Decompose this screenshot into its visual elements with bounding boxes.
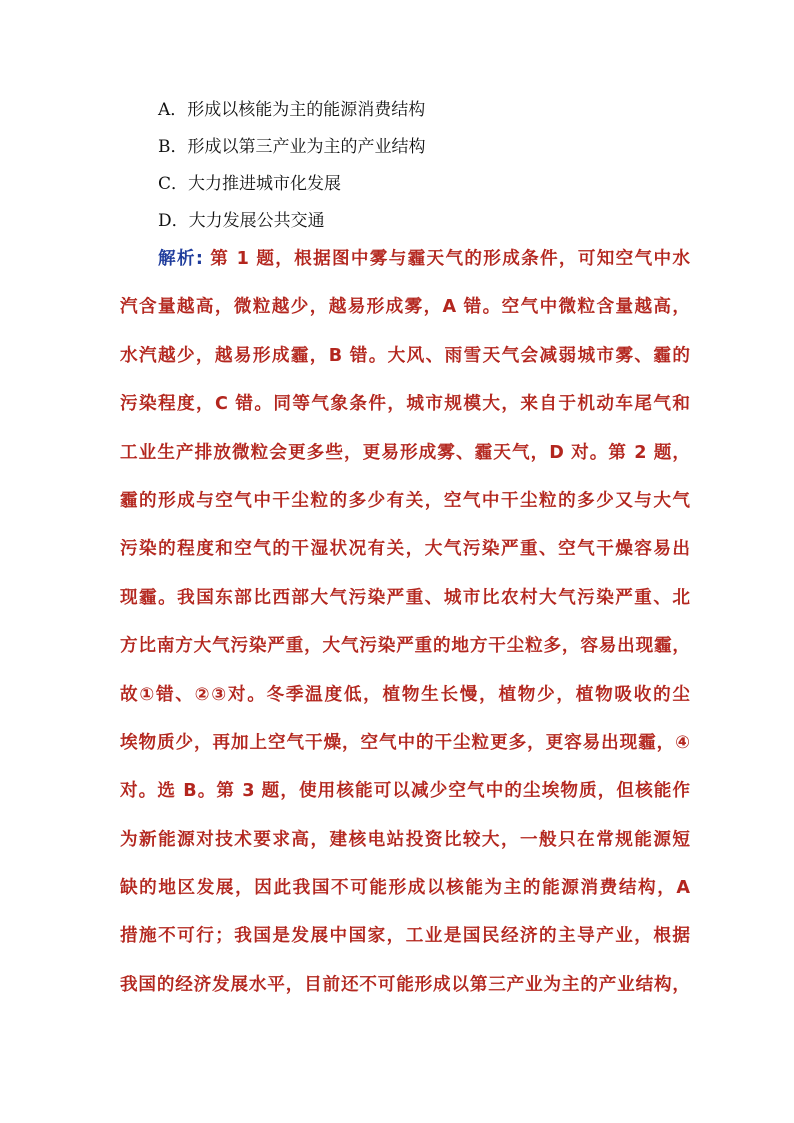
analysis-line: 我国的经济发展水平，目前还不可能形成以第三产业为主的产业结构， xyxy=(120,974,690,995)
option-b: B．形成以第三产业为主的产业结构 xyxy=(158,137,426,157)
analysis-line: 缺的地区发展，因此我国不可能形成以核能为主的能源消费结构，A xyxy=(120,878,690,899)
analysis-line: 霾的形成与空气中干尘粒的多少有关，空气中干尘粒的多少又与大气 xyxy=(120,490,690,511)
answer-options xyxy=(158,92,698,240)
option-a: A．形成以核能为主的能源消费结构 xyxy=(158,100,426,120)
analysis-line: 汽含量越高，微粒越少，越易形成雾，A 错。空气中微粒含量越高， xyxy=(120,297,690,318)
analysis-line: 现霾。我国东部比西部大气污染严重、城市比农村大气污染严重、北 xyxy=(120,587,690,608)
analysis-line: 工业生产排放微粒会更多些，更易形成雾、霾天气，D 对。第 2 题， xyxy=(120,442,690,463)
analysis-label: 解析: xyxy=(158,249,203,269)
analysis-line: 污染的程度和空气的干湿状况有关，大气污染严重、空气干燥容易出 xyxy=(120,539,690,560)
analysis-section xyxy=(120,239,690,1013)
analysis-line xyxy=(120,239,690,287)
analysis-line: 故①错、②③对。冬季温度低，植物生长慢，植物少，植物吸收的尘 xyxy=(120,684,690,705)
analysis-line: 方比南方大气污染严重，大气污染严重的地方干尘粒多，容易出现霾， xyxy=(120,636,690,657)
option-d: D．大力发展公共交通 xyxy=(158,211,325,231)
analysis-line: 水汽越少，越易形成霾，B 错。大风、雨雪天气会减弱城市雾、霾的 xyxy=(120,345,690,366)
analysis-line: 埃物质少，再加上空气干燥，空气中的干尘粒更多，更容易出现霾，④ xyxy=(120,732,690,753)
option-c: C．大力推进城市化发展 xyxy=(158,174,342,194)
analysis-line: 措施不可行；我国是发展中国家，工业是国民经济的主导产业，根据 xyxy=(120,926,690,947)
analysis-line: 对。选 B。第 3 题，使用核能可以减少空气中的尘埃物质，但核能作 xyxy=(120,781,690,802)
analysis-line: 为新能源对技术要求高，建核电站投资比较大，一般只在常规能源短 xyxy=(120,829,690,850)
analysis-line: 污染程度，C 错。同等气象条件，城市规模大，来自于机动车尾气和 xyxy=(120,394,690,415)
analysis-first-line-text: 第 1 题，根据图中雾与霾天气的形成条件，可知空气中水 xyxy=(202,249,690,269)
